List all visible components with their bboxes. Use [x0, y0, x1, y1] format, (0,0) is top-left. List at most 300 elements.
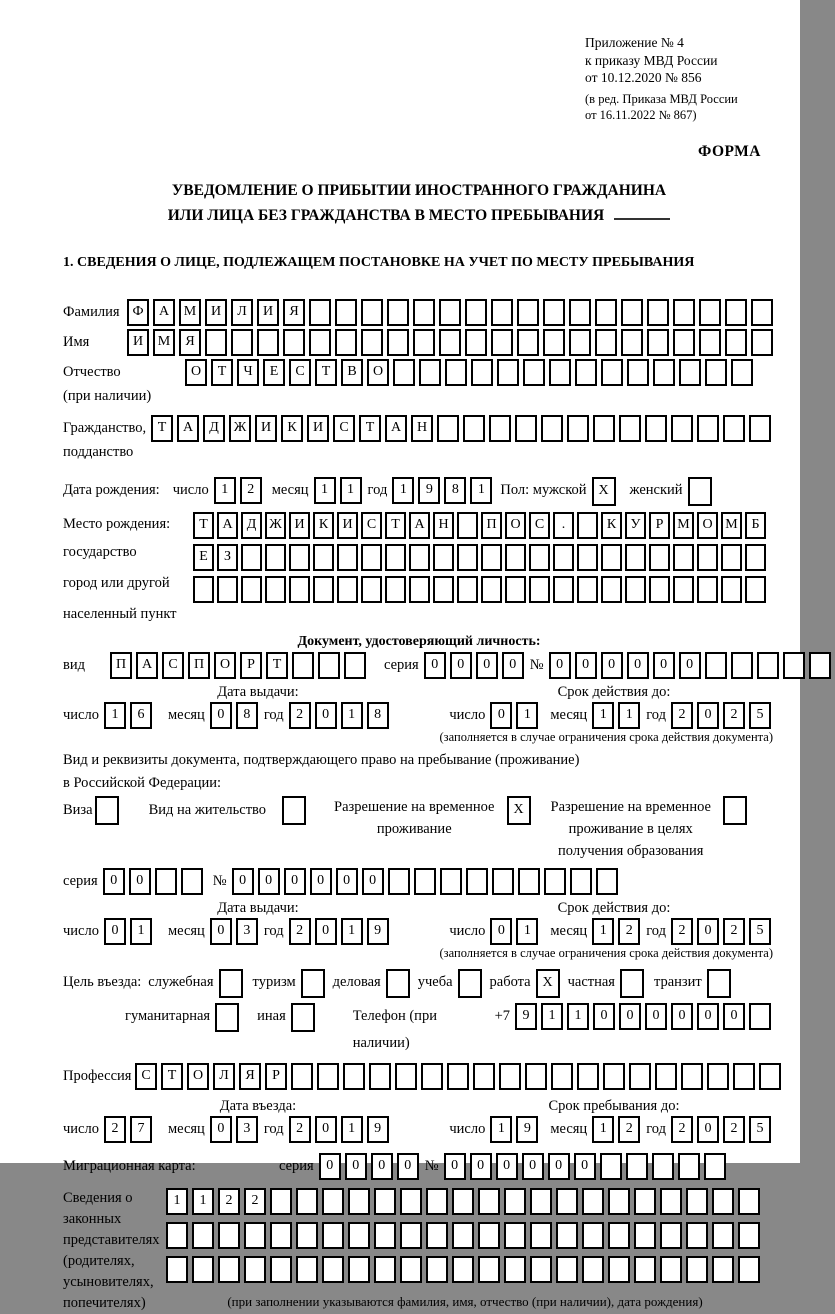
- char-box[interactable]: 1: [341, 702, 363, 729]
- char-box[interactable]: [551, 1063, 573, 1090]
- char-box[interactable]: [426, 1222, 448, 1249]
- char-box[interactable]: [673, 329, 695, 356]
- char-box[interactable]: [421, 1063, 443, 1090]
- char-box[interactable]: [549, 359, 571, 386]
- char-box[interactable]: 0: [129, 868, 151, 895]
- char-box[interactable]: [544, 868, 566, 895]
- char-box[interactable]: [348, 1222, 370, 1249]
- char-box[interactable]: [270, 1188, 292, 1215]
- char-box[interactable]: О: [697, 512, 718, 539]
- char-box[interactable]: [517, 299, 539, 326]
- char-box[interactable]: 1: [104, 702, 126, 729]
- char-box[interactable]: [652, 1153, 674, 1180]
- char-box[interactable]: [530, 1256, 552, 1283]
- char-box[interactable]: [543, 299, 565, 326]
- char-box[interactable]: [344, 652, 366, 679]
- char-box[interactable]: [155, 868, 177, 895]
- char-box[interactable]: 0: [697, 702, 719, 729]
- char-box[interactable]: Т: [359, 415, 381, 442]
- char-box[interactable]: [704, 1153, 726, 1180]
- char-box[interactable]: 2: [289, 1116, 311, 1143]
- char-box[interactable]: 0: [697, 1116, 719, 1143]
- char-box[interactable]: [166, 1256, 188, 1283]
- char-box[interactable]: [649, 576, 670, 603]
- char-box[interactable]: 2: [240, 477, 262, 504]
- char-box[interactable]: 0: [371, 1153, 393, 1180]
- char-box[interactable]: У: [625, 512, 646, 539]
- char-box[interactable]: 0: [679, 652, 701, 679]
- char-box[interactable]: [291, 1003, 315, 1032]
- char-box[interactable]: 1: [541, 1003, 563, 1030]
- char-box[interactable]: И: [337, 512, 358, 539]
- char-box[interactable]: [309, 329, 331, 356]
- char-box[interactable]: [289, 576, 310, 603]
- char-box[interactable]: [505, 544, 526, 571]
- char-box[interactable]: 1: [618, 702, 640, 729]
- char-box[interactable]: 0: [574, 1153, 596, 1180]
- char-box[interactable]: [361, 299, 383, 326]
- char-box[interactable]: О: [187, 1063, 209, 1090]
- char-box[interactable]: [313, 576, 334, 603]
- char-box[interactable]: [673, 544, 694, 571]
- char-box[interactable]: [504, 1222, 526, 1249]
- char-box[interactable]: [387, 299, 409, 326]
- char-box[interactable]: П: [481, 512, 502, 539]
- char-box[interactable]: [257, 329, 279, 356]
- char-box[interactable]: [361, 576, 382, 603]
- char-box[interactable]: [241, 576, 262, 603]
- char-box[interactable]: [678, 1153, 700, 1180]
- char-box[interactable]: [283, 329, 305, 356]
- char-box[interactable]: 0: [502, 652, 524, 679]
- char-box[interactable]: 2: [671, 702, 693, 729]
- char-box[interactable]: Т: [151, 415, 173, 442]
- char-box[interactable]: Ф: [127, 299, 149, 326]
- char-box[interactable]: 2: [618, 1116, 640, 1143]
- char-box[interactable]: [601, 544, 622, 571]
- char-box[interactable]: О: [214, 652, 236, 679]
- char-box[interactable]: 1: [490, 1116, 512, 1143]
- char-box[interactable]: 0: [210, 918, 232, 945]
- char-box[interactable]: [471, 359, 493, 386]
- char-box[interactable]: [575, 359, 597, 386]
- char-box[interactable]: [313, 544, 334, 571]
- char-box[interactable]: 0: [424, 652, 446, 679]
- char-box[interactable]: [570, 868, 592, 895]
- char-box[interactable]: 1: [341, 918, 363, 945]
- title-blank-line[interactable]: [614, 206, 670, 220]
- char-box[interactable]: [515, 415, 537, 442]
- char-box[interactable]: 0: [671, 1003, 693, 1030]
- char-box[interactable]: [596, 868, 618, 895]
- char-box[interactable]: [241, 544, 262, 571]
- char-box[interactable]: 0: [450, 652, 472, 679]
- char-box[interactable]: [318, 652, 340, 679]
- char-box[interactable]: 0: [310, 868, 332, 895]
- char-box[interactable]: [686, 1222, 708, 1249]
- char-box[interactable]: 0: [490, 702, 512, 729]
- char-box[interactable]: [577, 1063, 599, 1090]
- char-box[interactable]: [457, 512, 478, 539]
- char-box[interactable]: [439, 329, 461, 356]
- char-box[interactable]: 0: [697, 1003, 719, 1030]
- char-box[interactable]: 2: [104, 1116, 126, 1143]
- char-box[interactable]: [270, 1222, 292, 1249]
- char-box[interactable]: [361, 544, 382, 571]
- char-box[interactable]: [627, 359, 649, 386]
- char-box[interactable]: [759, 1063, 781, 1090]
- char-box[interactable]: Ж: [265, 512, 286, 539]
- char-box[interactable]: [733, 1063, 755, 1090]
- char-box[interactable]: 1: [341, 1116, 363, 1143]
- char-box[interactable]: [440, 868, 462, 895]
- char-box[interactable]: 0: [336, 868, 358, 895]
- char-box[interactable]: П: [188, 652, 210, 679]
- char-box[interactable]: 1: [192, 1188, 214, 1215]
- char-box[interactable]: [582, 1188, 604, 1215]
- char-box[interactable]: 1: [340, 477, 362, 504]
- char-box[interactable]: [653, 359, 675, 386]
- char-box[interactable]: [556, 1256, 578, 1283]
- char-box[interactable]: [244, 1256, 266, 1283]
- char-box[interactable]: [601, 576, 622, 603]
- char-box[interactable]: К: [601, 512, 622, 539]
- char-box[interactable]: Д: [241, 512, 262, 539]
- char-box[interactable]: [181, 868, 203, 895]
- char-box[interactable]: [529, 544, 550, 571]
- char-box[interactable]: О: [185, 359, 207, 386]
- char-box[interactable]: [725, 329, 747, 356]
- char-box[interactable]: [437, 415, 459, 442]
- char-box[interactable]: [707, 1063, 729, 1090]
- char-box[interactable]: [166, 1222, 188, 1249]
- char-box[interactable]: [543, 329, 565, 356]
- char-box[interactable]: 8: [236, 702, 258, 729]
- char-box[interactable]: Р: [265, 1063, 287, 1090]
- char-box[interactable]: 9: [418, 477, 440, 504]
- char-box[interactable]: .: [553, 512, 574, 539]
- char-box[interactable]: [577, 512, 598, 539]
- char-box[interactable]: [374, 1256, 396, 1283]
- char-box[interactable]: [491, 329, 513, 356]
- char-box[interactable]: [593, 415, 615, 442]
- char-box[interactable]: Т: [193, 512, 214, 539]
- char-box[interactable]: [400, 1188, 422, 1215]
- char-box[interactable]: [699, 329, 721, 356]
- char-box[interactable]: 0: [345, 1153, 367, 1180]
- char-box[interactable]: [517, 329, 539, 356]
- char-box[interactable]: Ч: [237, 359, 259, 386]
- char-box[interactable]: [458, 969, 482, 998]
- char-box[interactable]: [445, 359, 467, 386]
- char-box[interactable]: З: [217, 544, 238, 571]
- char-box[interactable]: [705, 652, 727, 679]
- char-box[interactable]: 0: [627, 652, 649, 679]
- char-box[interactable]: 0: [601, 652, 623, 679]
- char-box[interactable]: [215, 1003, 239, 1032]
- char-box[interactable]: [447, 1063, 469, 1090]
- char-box[interactable]: 5: [749, 918, 771, 945]
- char-box[interactable]: [457, 576, 478, 603]
- char-box[interactable]: [757, 652, 779, 679]
- char-box[interactable]: [697, 544, 718, 571]
- char-box[interactable]: [292, 652, 314, 679]
- char-box[interactable]: 0: [104, 918, 126, 945]
- char-box[interactable]: [655, 1063, 677, 1090]
- char-box[interactable]: [556, 1188, 578, 1215]
- char-box[interactable]: Н: [411, 415, 433, 442]
- char-box[interactable]: [452, 1222, 474, 1249]
- char-box[interactable]: [386, 969, 410, 998]
- char-box[interactable]: 9: [367, 1116, 389, 1143]
- char-box[interactable]: [738, 1188, 760, 1215]
- char-box[interactable]: 2: [723, 702, 745, 729]
- char-box[interactable]: [626, 1153, 648, 1180]
- char-box[interactable]: [270, 1256, 292, 1283]
- char-box[interactable]: 0: [397, 1153, 419, 1180]
- char-box[interactable]: 0: [284, 868, 306, 895]
- char-box[interactable]: [608, 1256, 630, 1283]
- char-box[interactable]: [282, 796, 306, 825]
- char-box[interactable]: 1: [470, 477, 492, 504]
- char-box[interactable]: Л: [231, 299, 253, 326]
- char-box[interactable]: 5: [749, 1116, 771, 1143]
- char-box[interactable]: С: [529, 512, 550, 539]
- char-box[interactable]: Т: [211, 359, 233, 386]
- char-box[interactable]: 2: [218, 1188, 240, 1215]
- char-box[interactable]: Б: [745, 512, 766, 539]
- char-box[interactable]: [218, 1222, 240, 1249]
- char-box[interactable]: Т: [315, 359, 337, 386]
- char-box[interactable]: [265, 544, 286, 571]
- char-box[interactable]: [465, 329, 487, 356]
- char-box[interactable]: 0: [470, 1153, 492, 1180]
- char-box[interactable]: К: [281, 415, 303, 442]
- char-box[interactable]: [374, 1188, 396, 1215]
- char-box[interactable]: [505, 576, 526, 603]
- char-box[interactable]: [634, 1222, 656, 1249]
- char-box[interactable]: [673, 299, 695, 326]
- char-box[interactable]: 0: [575, 652, 597, 679]
- char-box[interactable]: [192, 1222, 214, 1249]
- char-box[interactable]: 1: [516, 702, 538, 729]
- char-box[interactable]: [478, 1256, 500, 1283]
- char-box[interactable]: 0: [476, 652, 498, 679]
- char-box[interactable]: [322, 1188, 344, 1215]
- char-box[interactable]: [721, 544, 742, 571]
- char-box[interactable]: 5: [749, 702, 771, 729]
- char-box[interactable]: [361, 329, 383, 356]
- char-box[interactable]: 1: [592, 918, 614, 945]
- char-box[interactable]: 0: [522, 1153, 544, 1180]
- char-box[interactable]: Я: [239, 1063, 261, 1090]
- char-box[interactable]: [489, 415, 511, 442]
- char-box[interactable]: [723, 415, 745, 442]
- char-box[interactable]: 1: [567, 1003, 589, 1030]
- char-box[interactable]: 0: [549, 652, 571, 679]
- char-box[interactable]: X: [592, 477, 616, 506]
- char-box[interactable]: 0: [315, 702, 337, 729]
- char-box[interactable]: [649, 544, 670, 571]
- char-box[interactable]: [265, 576, 286, 603]
- char-box[interactable]: [192, 1256, 214, 1283]
- char-box[interactable]: [322, 1222, 344, 1249]
- char-box[interactable]: [647, 299, 669, 326]
- char-box[interactable]: [457, 544, 478, 571]
- char-box[interactable]: [395, 1063, 417, 1090]
- char-box[interactable]: [530, 1222, 552, 1249]
- char-box[interactable]: [783, 652, 805, 679]
- char-box[interactable]: [625, 576, 646, 603]
- char-box[interactable]: 7: [130, 1116, 152, 1143]
- char-box[interactable]: [374, 1222, 396, 1249]
- char-box[interactable]: [218, 1256, 240, 1283]
- char-box[interactable]: [553, 544, 574, 571]
- char-box[interactable]: [463, 415, 485, 442]
- char-box[interactable]: 8: [367, 702, 389, 729]
- char-box[interactable]: И: [127, 329, 149, 356]
- char-box[interactable]: 2: [723, 918, 745, 945]
- char-box[interactable]: [291, 1063, 313, 1090]
- char-box[interactable]: [582, 1256, 604, 1283]
- char-box[interactable]: [621, 299, 643, 326]
- char-box[interactable]: 3: [236, 918, 258, 945]
- char-box[interactable]: 0: [210, 1116, 232, 1143]
- char-box[interactable]: [385, 576, 406, 603]
- char-box[interactable]: Т: [266, 652, 288, 679]
- char-box[interactable]: Л: [213, 1063, 235, 1090]
- char-box[interactable]: [497, 359, 519, 386]
- char-box[interactable]: И: [205, 299, 227, 326]
- char-box[interactable]: [749, 415, 771, 442]
- char-box[interactable]: [518, 868, 540, 895]
- char-box[interactable]: [577, 576, 598, 603]
- char-box[interactable]: [660, 1188, 682, 1215]
- char-box[interactable]: Ж: [229, 415, 251, 442]
- char-box[interactable]: 0: [490, 918, 512, 945]
- char-box[interactable]: М: [673, 512, 694, 539]
- char-box[interactable]: А: [153, 299, 175, 326]
- char-box[interactable]: [426, 1188, 448, 1215]
- char-box[interactable]: 3: [236, 1116, 258, 1143]
- char-box[interactable]: [686, 1188, 708, 1215]
- char-box[interactable]: [712, 1188, 734, 1215]
- char-box[interactable]: [481, 576, 502, 603]
- char-box[interactable]: [688, 477, 712, 506]
- char-box[interactable]: С: [289, 359, 311, 386]
- char-box[interactable]: [577, 544, 598, 571]
- char-box[interactable]: [723, 796, 747, 825]
- char-box[interactable]: [296, 1256, 318, 1283]
- char-box[interactable]: 2: [671, 918, 693, 945]
- char-box[interactable]: [296, 1188, 318, 1215]
- char-box[interactable]: [751, 329, 773, 356]
- char-box[interactable]: [629, 1063, 651, 1090]
- char-box[interactable]: [681, 1063, 703, 1090]
- char-box[interactable]: В: [341, 359, 363, 386]
- char-box[interactable]: [645, 415, 667, 442]
- char-box[interactable]: [525, 1063, 547, 1090]
- char-box[interactable]: [541, 415, 563, 442]
- char-box[interactable]: [217, 576, 238, 603]
- char-box[interactable]: [322, 1256, 344, 1283]
- char-box[interactable]: [582, 1222, 604, 1249]
- char-box[interactable]: [601, 359, 623, 386]
- char-box[interactable]: 2: [244, 1188, 266, 1215]
- char-box[interactable]: [707, 969, 731, 998]
- char-box[interactable]: 0: [315, 1116, 337, 1143]
- char-box[interactable]: [499, 1063, 521, 1090]
- char-box[interactable]: [634, 1256, 656, 1283]
- char-box[interactable]: [809, 652, 831, 679]
- char-box[interactable]: [745, 544, 766, 571]
- char-box[interactable]: 2: [618, 918, 640, 945]
- char-box[interactable]: 0: [444, 1153, 466, 1180]
- char-box[interactable]: 9: [516, 1116, 538, 1143]
- char-box[interactable]: 0: [619, 1003, 641, 1030]
- char-box[interactable]: [725, 299, 747, 326]
- char-box[interactable]: [608, 1222, 630, 1249]
- char-box[interactable]: А: [217, 512, 238, 539]
- char-box[interactable]: С: [135, 1063, 157, 1090]
- char-box[interactable]: О: [367, 359, 389, 386]
- char-box[interactable]: А: [385, 415, 407, 442]
- char-box[interactable]: Е: [193, 544, 214, 571]
- char-box[interactable]: 0: [210, 702, 232, 729]
- char-box[interactable]: [301, 969, 325, 998]
- char-box[interactable]: [388, 868, 410, 895]
- char-box[interactable]: 2: [289, 702, 311, 729]
- char-box[interactable]: 2: [671, 1116, 693, 1143]
- char-box[interactable]: И: [289, 512, 310, 539]
- char-box[interactable]: [337, 576, 358, 603]
- char-box[interactable]: [660, 1256, 682, 1283]
- char-box[interactable]: [699, 299, 721, 326]
- char-box[interactable]: 9: [367, 918, 389, 945]
- char-box[interactable]: 8: [444, 477, 466, 504]
- char-box[interactable]: 1: [592, 702, 614, 729]
- char-box[interactable]: К: [313, 512, 334, 539]
- char-box[interactable]: [712, 1256, 734, 1283]
- char-box[interactable]: Н: [433, 512, 454, 539]
- char-box[interactable]: 1: [166, 1188, 188, 1215]
- char-box[interactable]: И: [255, 415, 277, 442]
- char-box[interactable]: 0: [548, 1153, 570, 1180]
- char-box[interactable]: [595, 329, 617, 356]
- char-box[interactable]: [686, 1256, 708, 1283]
- char-box[interactable]: [705, 359, 727, 386]
- char-box[interactable]: [671, 415, 693, 442]
- char-box[interactable]: 1: [214, 477, 236, 504]
- char-box[interactable]: [335, 299, 357, 326]
- char-box[interactable]: [473, 1063, 495, 1090]
- char-box[interactable]: [452, 1256, 474, 1283]
- char-box[interactable]: [369, 1063, 391, 1090]
- char-box[interactable]: [413, 329, 435, 356]
- char-box[interactable]: М: [179, 299, 201, 326]
- char-box[interactable]: [95, 796, 119, 825]
- char-box[interactable]: [309, 299, 331, 326]
- char-box[interactable]: [567, 415, 589, 442]
- char-box[interactable]: [426, 1256, 448, 1283]
- char-box[interactable]: [481, 544, 502, 571]
- char-box[interactable]: [231, 329, 253, 356]
- char-box[interactable]: С: [361, 512, 382, 539]
- char-box[interactable]: [523, 359, 545, 386]
- char-box[interactable]: [529, 576, 550, 603]
- char-box[interactable]: М: [721, 512, 742, 539]
- char-box[interactable]: А: [409, 512, 430, 539]
